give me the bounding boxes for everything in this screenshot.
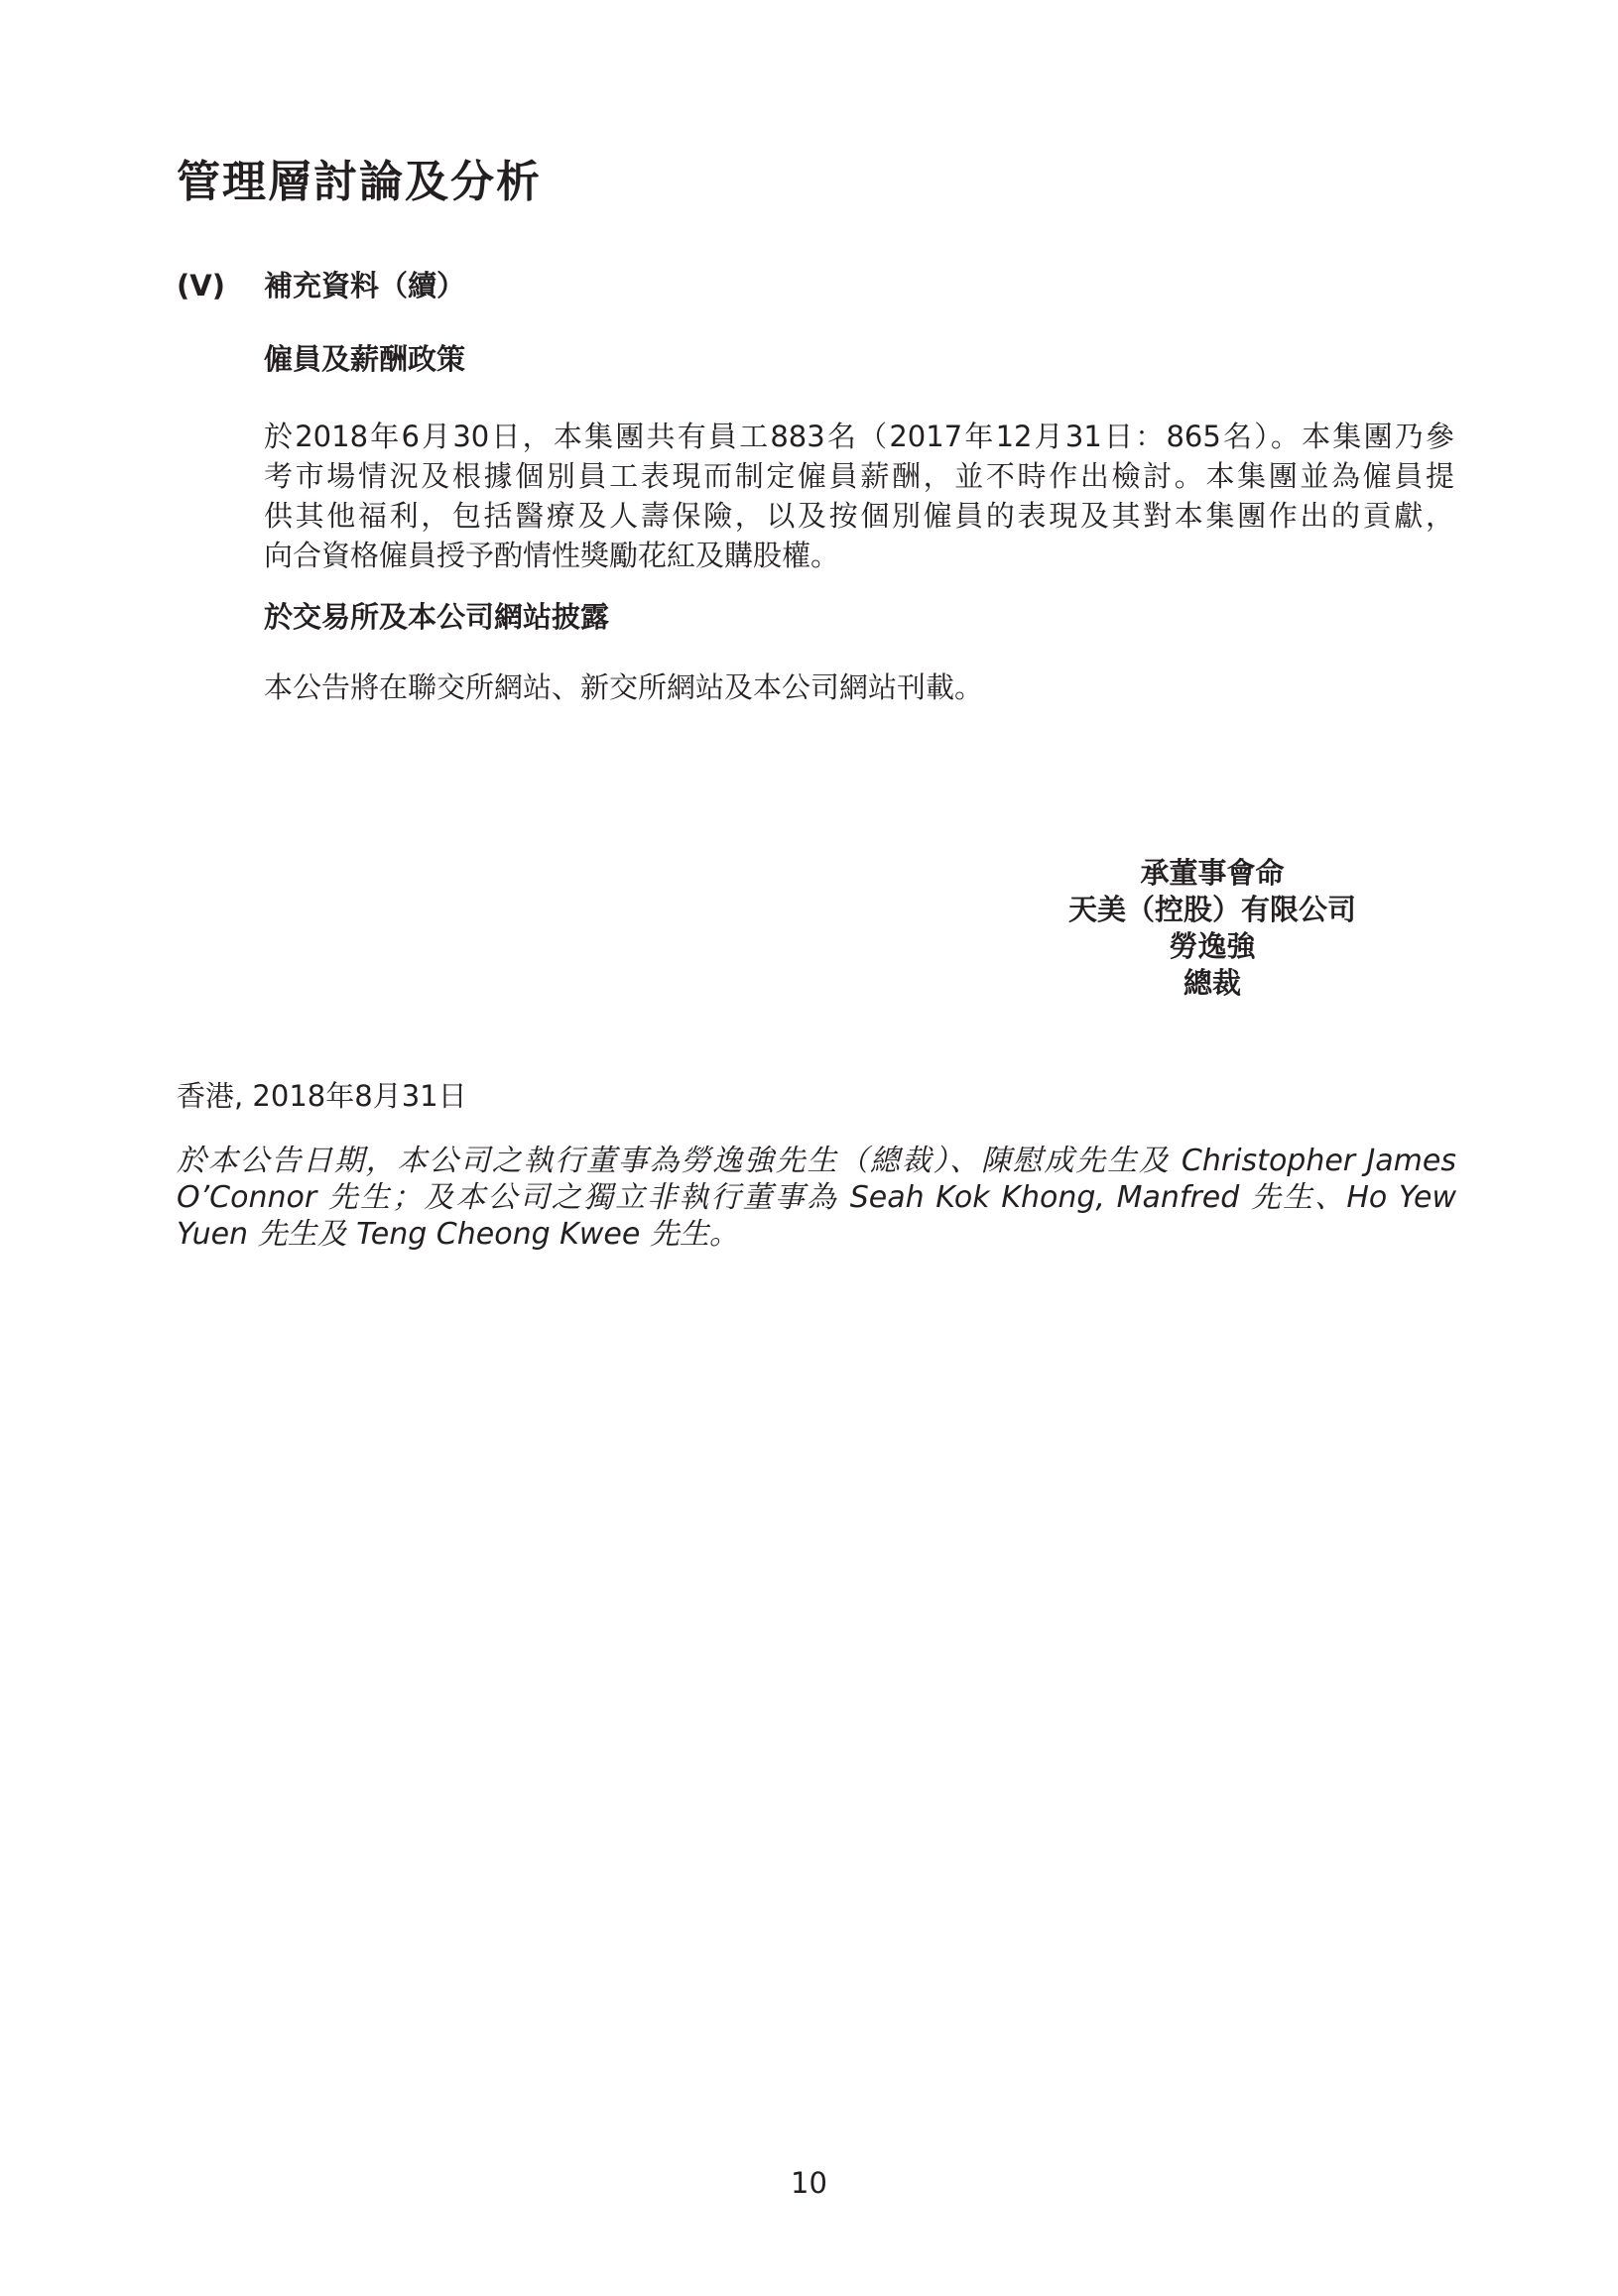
publication-paragraph bbox=[264, 667, 1454, 707]
employees-heading: 僱員及薪酬政策 bbox=[264, 342, 466, 376]
signature-company: 天美（控股）有限公司 bbox=[1067, 893, 1356, 926]
signature-line: 承董事會命 bbox=[1140, 856, 1285, 890]
directors-line: 於本公告日期，本公司之執行董事為勞逸強先生（總裁）、陳慰成先生及 Christopher James bbox=[177, 1144, 1456, 1178]
page-number: 10 bbox=[791, 2166, 827, 2200]
directors-line: Yuen 先生及 Teng Cheong Kwee 先生。 bbox=[177, 1217, 739, 1252]
section-heading bbox=[177, 266, 465, 305]
directors-line: O’Connor 先生；及本公司之獨立非執行董事為 Seah Kok Khong, Manfred 先生、Ho Yew bbox=[177, 1180, 1456, 1215]
page-title: 管理層討論及分析 bbox=[177, 157, 542, 207]
section-number: (V) bbox=[177, 269, 225, 302]
employees-line: 考市場情況及根據個別員工表現而制定僱員薪酬，並不時作出檢討。本集團並為僱員提 bbox=[264, 459, 1454, 493]
signature-block bbox=[1014, 855, 1411, 1002]
employees-line: 向合資格僱員授予酌情性獎勵花紅及購股權。 bbox=[264, 539, 840, 572]
section-title: 補充資料（續） bbox=[264, 269, 466, 302]
date-line: 香港, 2018年8月31日 bbox=[177, 1079, 467, 1113]
publication-heading: 於交易所及本公司網站披露 bbox=[264, 600, 610, 634]
publication-text: 本公告將在聯交所網站、新交所網站及本公司網站刊載。 bbox=[264, 670, 984, 704]
directors-statement bbox=[177, 1143, 1456, 1253]
signature-name: 勞逸強 bbox=[1169, 929, 1256, 963]
employees-paragraph bbox=[264, 417, 1454, 575]
employees-line: 於2018年6月30日，本集團共有員工883名（2017年12月31日：865名）。本集團乃參 bbox=[264, 420, 1454, 453]
employees-line: 供其他福利，包括醫療及人壽保險，以及按個別僱員的表現及其對本集團作出的貢獻， bbox=[264, 499, 1454, 533]
signature-title: 總裁 bbox=[1182, 966, 1241, 1000]
